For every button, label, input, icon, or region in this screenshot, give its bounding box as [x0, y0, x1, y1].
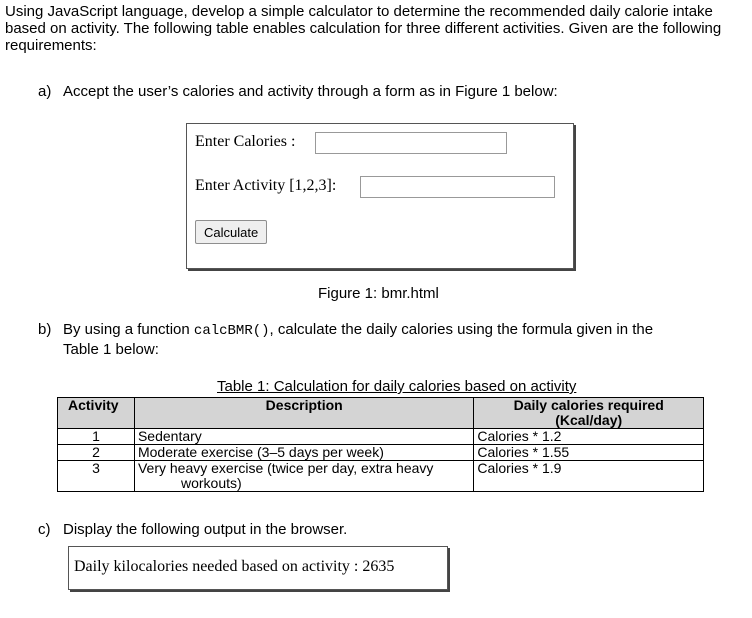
row-activity: 2 — [58, 445, 135, 461]
table-header-row — [58, 398, 704, 429]
part-a-text: Accept the user’s calories and activity through a form as in Figure 1 below: — [63, 83, 558, 100]
row-description — [134, 461, 473, 492]
table-row — [58, 429, 704, 445]
activity-input[interactable] — [360, 176, 555, 198]
header-activity: Activity — [58, 398, 135, 429]
part-c-marker: c) — [38, 521, 51, 538]
part-b-text-after: , calculate the daily calories using the formula given in the — [269, 321, 654, 338]
part-b-marker: b) — [38, 321, 52, 338]
part-a-marker: a) — [38, 83, 52, 100]
activity-label: Enter Activity [1,2,3]: — [195, 177, 337, 194]
header-daily-calories-line2: (Kcal/day) — [555, 412, 623, 428]
part-b-text — [63, 321, 653, 340]
table-row — [58, 445, 704, 461]
figure-caption: Figure 1: bmr.html — [318, 285, 439, 302]
calorie-table — [57, 397, 704, 492]
calories-label: Enter Calories : — [195, 133, 296, 150]
row-formula: Calories * 1.2 — [474, 429, 704, 445]
row-activity: 3 — [58, 461, 135, 492]
function-name: calcBMR() — [193, 323, 270, 339]
header-daily-calories-line1: Daily calories required — [513, 397, 664, 413]
row-formula: Calories * 1.55 — [474, 445, 704, 461]
intro-paragraph: Using JavaScript language, develop a simple calculator to determine the recommended daily calorie intake based on activity. The following table enables calculation for three different activities. Given are the following requirements: — [5, 3, 722, 54]
table-row — [58, 461, 704, 492]
calories-input[interactable] — [315, 132, 507, 154]
calculator-form — [186, 123, 574, 269]
header-description: Description — [134, 398, 473, 429]
part-b-text-before: By using a function — [63, 321, 194, 338]
header-daily-calories — [474, 398, 704, 429]
row-description: Sedentary — [134, 429, 473, 445]
row-description-line1: Very heavy exercise (twice per day, extra heavy — [137, 460, 434, 476]
output-text: Daily kilocalories needed based on activity : 2635 — [74, 558, 395, 575]
part-c-text: Display the following output in the browser. — [63, 521, 348, 538]
row-activity: 1 — [58, 429, 135, 445]
table-caption: Table 1: Calculation for daily calories based on activity — [217, 378, 577, 395]
row-description: Moderate exercise (3–5 days per week) — [134, 445, 473, 461]
part-b-line2: Table 1 below: — [63, 341, 159, 358]
output-box — [68, 546, 448, 590]
calculate-button[interactable]: Calculate — [195, 220, 267, 244]
row-formula: Calories * 1.9 — [474, 461, 704, 492]
row-description-line2: workouts) — [180, 475, 242, 491]
